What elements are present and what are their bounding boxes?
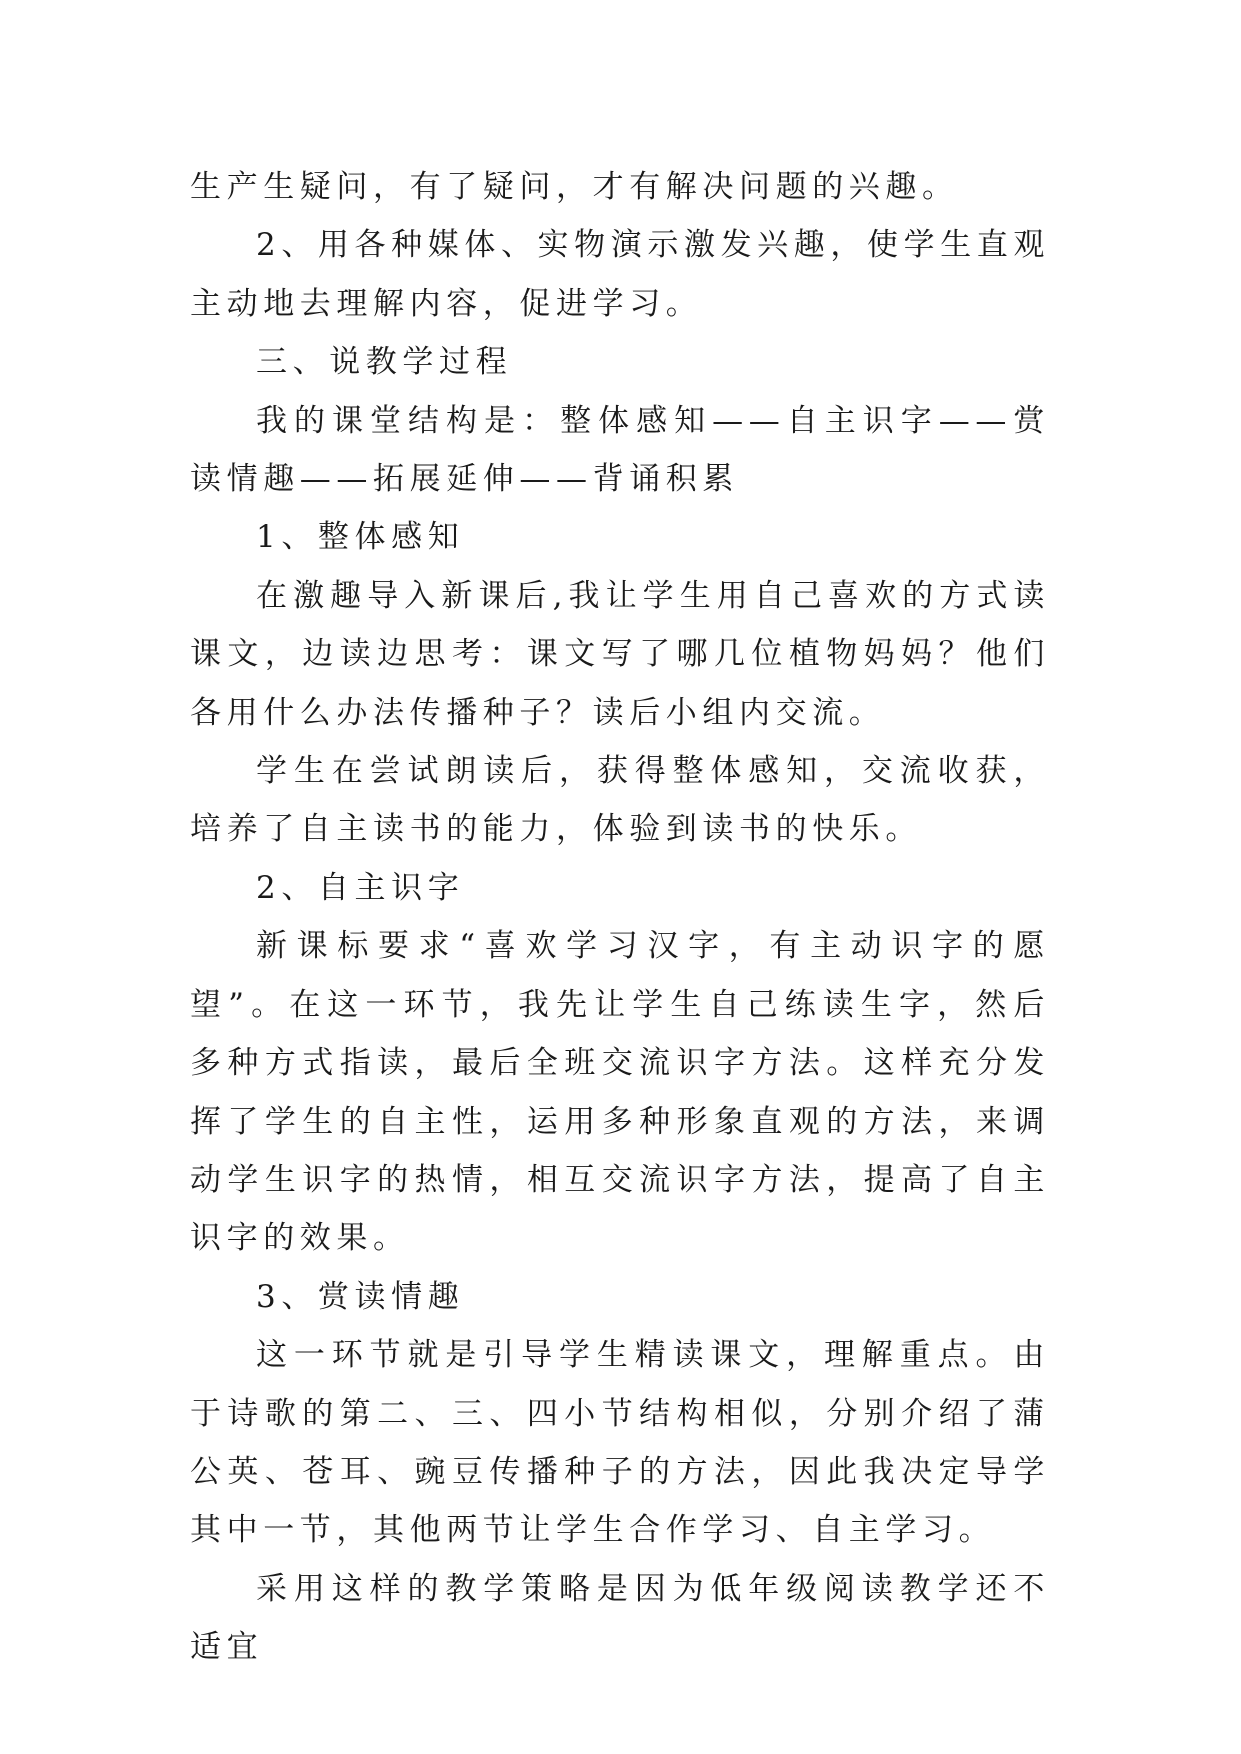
paragraph-10: 这一环节就是引导学生精读课文，理解重点。由于诗歌的第二、三、四小节结构相似，分别介绍了蒲公英、苍耳、豌豆传播种子的方法，因此我决定导学其中一节，其他两节让学生合作学习、自主学习。 xyxy=(190,1337,1050,1549)
subheading-appreciative-reading: 3、赏读情趣 xyxy=(256,1278,465,1315)
subheading-independent-literacy: 2、自主识字 xyxy=(256,869,465,906)
paragraph-1: 生产生疑问，有了疑问，才有解决问题的兴趣。 xyxy=(190,169,959,205)
document-body xyxy=(190,158,1050,1677)
paragraph-class-structure: 我的课堂结构是：整体感知——自主识字——赏读情趣——拓展延伸——背诵积累 xyxy=(190,402,1050,498)
subheading-overall-perception: 1、整体感知 xyxy=(256,519,465,556)
paragraph-6: 学生在尝试朗读后，获得整体感知，交流收获，培养了自主读书的能力，体验到读书的快乐。 xyxy=(190,753,1050,848)
paragraph-5: 在激趣导入新课后,我让学生用自己喜欢的方式读课文，边读边思考：课文写了哪几位植物妈妈？他们各用什么办法传播种子？读后小组内交流。 xyxy=(190,577,1050,731)
section-heading-teaching-process: 三、说教学过程 xyxy=(256,344,513,381)
paragraph-8: 新课标要求“喜欢学习汉字，有主动识字的愿望”。在这一环节，我先让学生自己练读生字，然后多种方式指读，最后全班交流识字方法。这样充分发挥了学生的自主性，运用多种形象直观的方法，来调动学生识字的热情，相互交流识字方法，提高了自主识字的效果。 xyxy=(190,928,1050,1257)
paragraph-2: 2、用各种媒体、实物演示激发兴趣，使学生直观主动地去理解内容，促进学习。 xyxy=(190,227,1050,322)
paragraph-11: 采用这样的教学策略是因为低年级阅读教学还不适宜 xyxy=(190,1570,1050,1666)
